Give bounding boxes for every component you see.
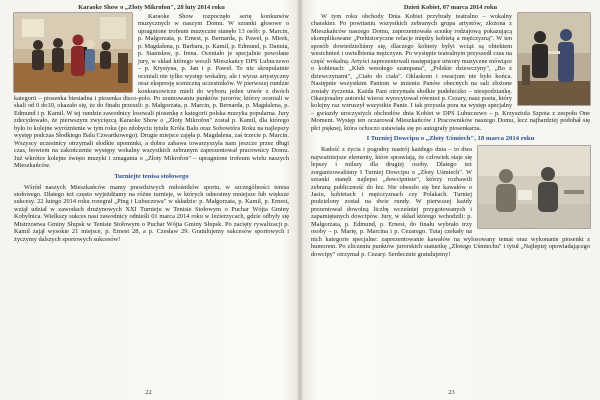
left-running-head: Karaoke Show o „Złoty Mikrofon", 28 luty 2014 roku	[78, 4, 225, 11]
women-day-photo	[518, 13, 590, 105]
joke-contest-article-text: Radość z życia i pogodny nastrój każdego dnia – to dwa najważniejsze elementy, które sprawiają, że człowiek staje się lepszy i milszy dla drugiej osoby. Dlatego też zorganizowaliśmy I Turniej Dowcipu o „Złoty Uśmiech". W szranki stanęli najlepsi „dowcipnisie", którzy rozbawili zebraną publiczność do łez. Nie obeszło się bez kawałów o Jasiu, kobietach i mężczyznach czy Polakach. Turniej podzielony został na dwie rundy. W pierwszej każdy prezentował dowolną liczbę wcześniej przygotowanych i zapamiętanych dowcipów. Jury, w skład którego wchodzili: p. Małgorzata, p. Edmund, p. Ernest, do finału wybrało trzy osoby – p. Marię, p. Marcina i p. Cezarego. Tutaj czekały na nich kategorie specjalne: zaprezentowanie kawałów na wylosowany temat oraz wykonanie piosenki z humorem. Po zliczeniu punktów jurorskich statuetkę „Złotego Uśmiechu" i tytuł „Najlepiej opowiadającego dowcipy" otrzymał p. Cezary. Serdecznie gratulujemy!	[311, 146, 590, 258]
joke-contest-photo	[478, 146, 590, 228]
table-tennis-article-text: Wśród naszych Mieszkańców mamy prawdziwych miłośników sportu, w szczególności tenisa stołowego. Dlatego też często wyjeżdżamy na różne turnieje, w których odnosimy mniejsze lub większe sukcesy. 22 lutego 2014 roku rozegrał „Ping i Lubuczewa" w składzie: p. Małgorzata, p. Kamil, p. Ernest, wziął udział w zawodach drużynowych XXI Turnieju w Tenisie Stołowym o Puchar Wójta Gminy Kobylnica. Wielkszy sukces nasi zawodnicy odnieśli 01 marca 2014 roku w Jezierzycach, gdzie odbyły się Mistrzostwa Gminy Słupsk w Tenisie Stołowym o Puchar Wójta Gminy Słupsk. Po zacięty rywalizacji p. Kamil zajął wysokie 21 miejsce, p. Ernest 28, a p. Czesław 29. Gratulujemy sukcesów sportowych i życzymy dalszych sportowych sukcesów!	[14, 183, 289, 243]
left-page	[0, 0, 297, 400]
karaoke-photo	[14, 13, 132, 92]
joke-contest-heading: I Turniej Dowcipu o „Złoty Uśmiech", 18 marca 2014 roku	[366, 135, 535, 143]
karaoke-photo-image	[14, 13, 132, 92]
women-day-photo-image	[518, 13, 590, 105]
right-page	[303, 0, 600, 400]
right-page-number: 23	[448, 388, 455, 396]
karaoke-article-text: Karaoke Show rozpoczęło serię konkursów muzycznych w naszym Domu. W szranki głosowe o upragnione trofeum muzyczne stanęło 13 osób: p. Marcin, p. Małgorzata, p. Ernest, p. Bernarda, p. Paweł, p. Mirek, p. Magdalena, p. Barbara, p. Kamil, p. Edmund, p. Danuta, p. Stanisław, p. Irena. Oceniało je specjalnie powołane jury, w skład którego weszli Mieszkańcy DPS Lubuczewo – p. Krystyna, p. Jan i p. Paweł. To nie skrupulatnie oceniali nie tylko występ wokalny, ale i wyraz artystyczny oraz ekspresję sceniczną uczestników. W pierwszej rundzie konkursowicze mieli do wyboru jeden utwór z dwóch kategorii – piosenka biesiadna i piosenka disco-polo. Po zsumowaniu punktów jurorów, którzy oceniali w skali od 0 do10, okazało się, że do finału przeszli: p. Małgorzata, p. Marcin, p. Bernarda, p. Magdalena, p. Edmund i p. Kamil. W tej rundzie zawodnicy losowali piosenkę z kategorii polska muzyka popularna. Jury zdecydowało, że pierwszym zwycięzcą Karaoke Show o „Złoty Mikrofon" został p. Kamil, dla którego było to kolejne wyróżnienie w tym roku (po zdobyciu tytułu Króla Balu oraz Sobowtóra Roku na najlepszy występ podczas Słodkiego Balu Czwartkowego). Drugie miejsce zajęła p. Magdalena, zaś trzecie p. Marcin. Wszyscy uczestnicy otrzymali słodkie upominki, a dobra zabawa towarzyszyła nam jeszcze przez długi czas, bowiem na zakończenie występy wokalny wszystkich zebranym zaprezentował pracownicy Domu. Już wkrótce kolejne święto muzyki i zmagania o „Złoty Mikrofon" – upragnione trofeum wielu naszych Mieszkańców.	[14, 13, 289, 170]
women-day-article-text: W tym roku obchody Dnia Kobiet przybrały teatralno – wokalny charakter. Po powitaniu wszystkich zebranych grupa artystów, złożona z Mieszkańców naszego Domu, zaprezentowała scenkę rodzajową pokazującą skomplikowane „Prehistoryczne relacje między kobietą a mężczyzną". W ten sposób dowiedzieliśmy się, dlaczego kobiety byłyi wciąż są obiektem westchnień i uwielbienia mężczyzn. Po występie teatralnym przyszedł czas na część wokalną. Artyści zaprezentowali następujące utwory muzyczne mówiące o kobietach: „Klub wesołego szampana", „Polskie dziewczyny", „Bo z dziewczynami", „Ciało do ciała". Oklaskom i owacjom nie było końca. Następnie wszystkim Paniom w imieniu Panów obecnych na sali złożone zostały życzenia. Każda Pani otrzymała słodkie pudełeczko – niespodziankę. Okazjonalny autorski wiersz wyrecytował również p. Cezary, nasz poeta, który kolejny raz wzruszył wszystkie Panie. I tak przyszła pora na występ specjalny – gwiazdy uroczystych obchodów dnia Kobiet w DPS Lubuczewo – p. Krzysztofa Szpota z zespołu One Moment. Występ ten oczarował Mieszkańców i Pracowników naszego Domu, lecz najbardziej podobał się płci pięknej, która ochoczo ustawiała się po autografy piosenkarza.	[311, 13, 590, 132]
joke-contest-photo-image	[478, 146, 590, 228]
table-tennis-heading: Turniejte tenisa stołowego	[114, 172, 189, 180]
left-page-number: 22	[145, 388, 152, 396]
right-running-head: Dzień Kobiet, 07 marca 2014 roku	[403, 4, 498, 11]
